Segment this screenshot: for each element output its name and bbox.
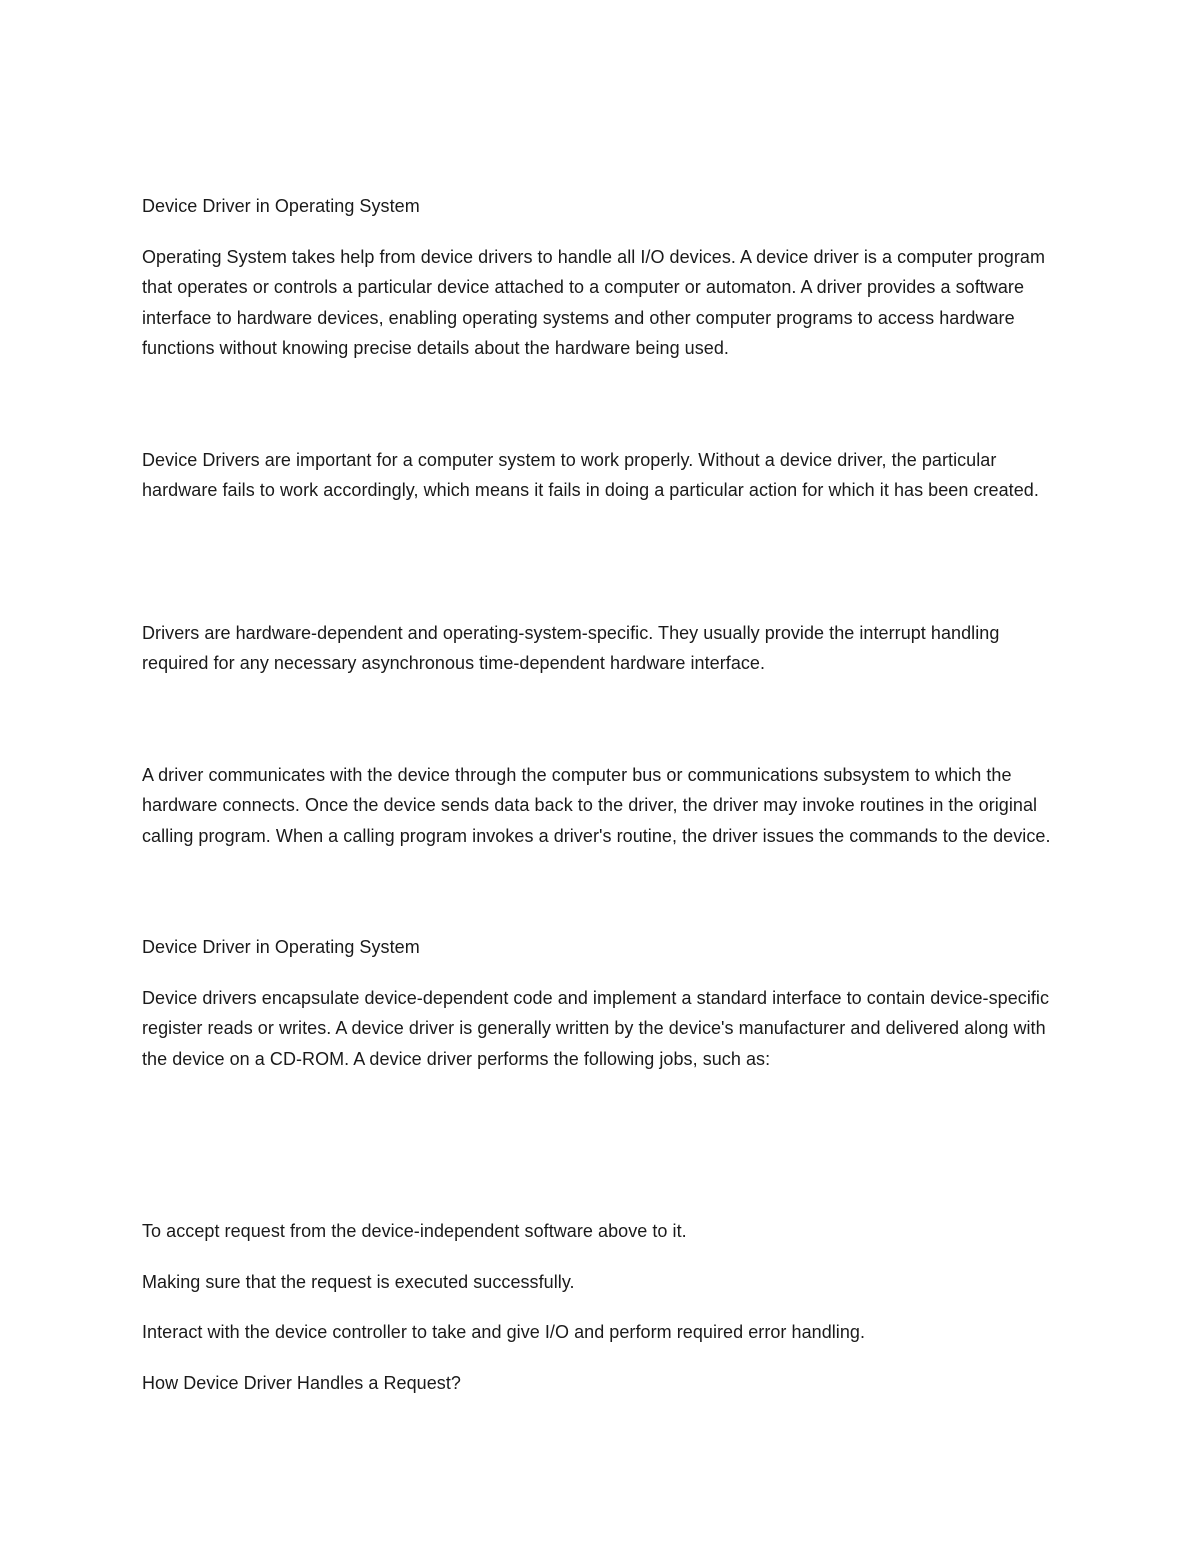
section-heading-device-driver-2: Device Driver in Operating System	[142, 937, 420, 957]
paragraph-importance: Device Drivers are important for a computer system to work properly. Without a device driver, the particular hardware fails to work accordingly, which means it fails in doing a particular action for which it has been created.	[142, 449, 1039, 500]
paragraph-communication: A driver communicates with the device through the computer bus or communications subsystem to which the hardware connects. Once the device sends data back to the driver, the driver may invoke routines in the original calling program. When a calling program invokes a driver's routine, the driver issues the commands to the device.	[142, 764, 1051, 846]
section-heading-handles-request: How Device Driver Handles a Request?	[142, 1372, 461, 1393]
section-heading-device-driver: Device Driver in Operating System	[142, 196, 420, 216]
job-item-execute-request: Making sure that the request is executed successfully.	[142, 1271, 575, 1292]
paragraph-encapsulation: Device drivers encapsulate device-dependent code and implement a standard interface to contain device-specific register reads or writes. A device driver is generally written by the device's manufacturer and delivered along with the device on a CD-ROM. A device driver performs the following jobs, such as:	[142, 987, 1050, 1069]
job-item-accept-request: To accept request from the device-independent software above to it.	[142, 1221, 687, 1241]
paragraph-intro: Operating System takes help from device drivers to handle all I/O devices. A device driver is a computer program that operates or controls a particular device attached to a computer or automaton. A driver provides a software interface to hardware devices, enabling operating systems and other computer programs to access hardware functions without knowing precise details about the hardware being used.	[142, 246, 1046, 358]
job-item-interact-controller: Interact with the device controller to take and give I/O and perform required error handling.	[142, 1322, 866, 1342]
document-body	[142, 191, 1062, 1398]
paragraph-hardware-dependent: Drivers are hardware-dependent and operating-system-specific. They usually provide the interrupt handling required for any necessary asynchronous time-dependent hardware interface.	[142, 622, 1000, 673]
